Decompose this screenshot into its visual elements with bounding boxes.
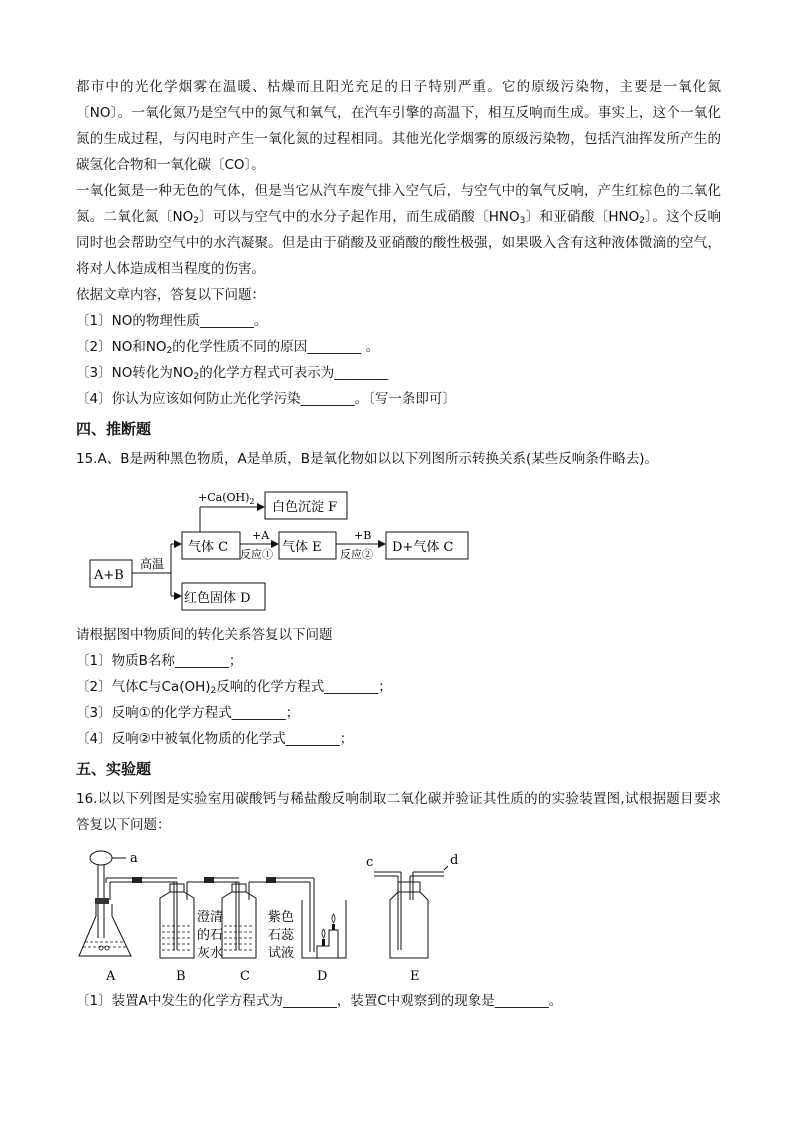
document-page [76,74,721,1014]
apparatus-svg [76,838,721,988]
apparatus-a-flask [79,851,166,956]
label-d: d [450,853,459,868]
apparatus-c-bottle [222,882,266,958]
label-c-litmus-3: 试液 [268,946,295,961]
label-b-limewater-2: 的石 [197,928,224,943]
label-caoh2: $+Ca(OH)_2$ [198,491,255,506]
apparatus-e-bottle [366,853,458,958]
label-c: c [366,855,374,870]
label-b-limewater-3: 灰水 [197,946,224,961]
label-a: a [130,851,138,866]
question-15-3: 〔3〕反响①的化学方程式________； [76,705,300,721]
question-intro: 依据文章内容，答复以下问题： [76,287,265,303]
label-reaction-1: 反应① [240,548,273,561]
label-c-litmus-1: 紫色 [268,910,295,925]
section-heading-experiment: 五、实验题 [76,760,152,778]
hose-a-b [132,877,142,883]
flow-diagram-svg [76,472,721,622]
caption-c: C [240,969,250,984]
hose-b-c [204,877,214,883]
label-plus-a: +A [252,529,270,542]
label-gas-e: 气体 E [282,540,322,555]
caption-d: D [317,969,328,984]
section-heading-inference: 四、推断题 [76,420,152,438]
question-15-2: 〔2〕气体C与$Ca(OH)_2$反响的化学方程式________； [76,679,392,696]
caption-e: E [410,969,420,984]
label-high-temp: 高温 [140,557,165,571]
question-15-4: 〔4〕反响②中被氧化物质的化学式________； [76,731,354,747]
label-white-precip: 白色沉淀 F [272,500,338,515]
question-14-1: 〔1〕NO的物理性质________。 [76,313,268,329]
question-14-2: 〔2〕NO和$NO_2$的化学性质不同的原因________ 。 [76,339,380,356]
question-15-1: 〔1〕物质B名称________； [76,653,243,669]
article-paragraph-1: 都市中的光化学烟雾在温暖、枯燥而且阳光充足的日子特别严重。它的原级污染物，主要是一氧化氮〔NO〕。一氧化氮乃是空气中的氮气和氧气，在汽车引擎的高温下，相互反响而生成。事实上，这个一氧化氮的生成过程，与闪电时产生一氧化氮的过程相同。其他光化学烟雾的原级污染物，包括汽油挥发所产生的碳氢化合物和一氧化碳〔CO〕。 [76,79,721,173]
label-c-litmus-2: 石蕊 [268,928,295,943]
hose-c-d [266,877,276,883]
label-b-limewater-1: 澄清 [197,910,224,925]
label-plus-b: +B [354,529,372,542]
apparatus-d-beaker [302,900,346,958]
question-14-3: 〔3〕NO转化为$NO_2$的化学方程式可表示为________ [76,365,389,382]
caption-a: A [106,969,116,984]
caption-b: B [176,969,186,984]
article-paragraph-2: 一氧化氮是一种无色的气体，但是当它从汽车废气排入空气后，与空气中的氧气反响，产生红棕色的二氧化氮。二氧化氮〔$NO_2$〕可以与空气中的水分子起作用，而生成硝酸〔$HNO_3$〕和亚硝酸〔$HNO_2$〕。这个反响同时也会帮助空气中的水汽凝聚。但是由于硝酸及亚硝酸的酸性极强，如果吸入含有这种液体微滴的空气，将对人体造成相当程度的伤害。 [76,183,721,277]
question-14-4: 〔4〕你认为应该如何防止光化学污染________。〔写一条即可〕 [76,391,456,407]
question-16-1: 〔1〕装置A中发生的化学方程式为________，装置C中观察到的现象是________。 [76,993,563,1009]
inference-flow-diagram [76,472,721,622]
label-a-plus-b: A+B [94,568,124,583]
label-gas-c: 气体 C [188,540,229,555]
label-product: D+气体 C [392,540,454,555]
problem-15-ask: 请根据图中物质间的转化关系答复以下问题 [76,627,333,643]
label-reaction-2: 反应② [340,548,373,561]
problem-15-statement: 15.A、B是两种黑色物质，A是单质，B是氧化物如以以下列图所示转换关系(某些反响条件略去)。 [76,451,658,467]
experiment-apparatus-figure [76,838,721,988]
label-red-solid: 红色固体 D [184,591,251,606]
problem-16-statement: 16.以以下列图是实验室用碳酸钙与稀盐酸反响制取二氧化碳并验证其性质的的实验装置图,试根据题目要求答复以下问题： [76,791,721,833]
